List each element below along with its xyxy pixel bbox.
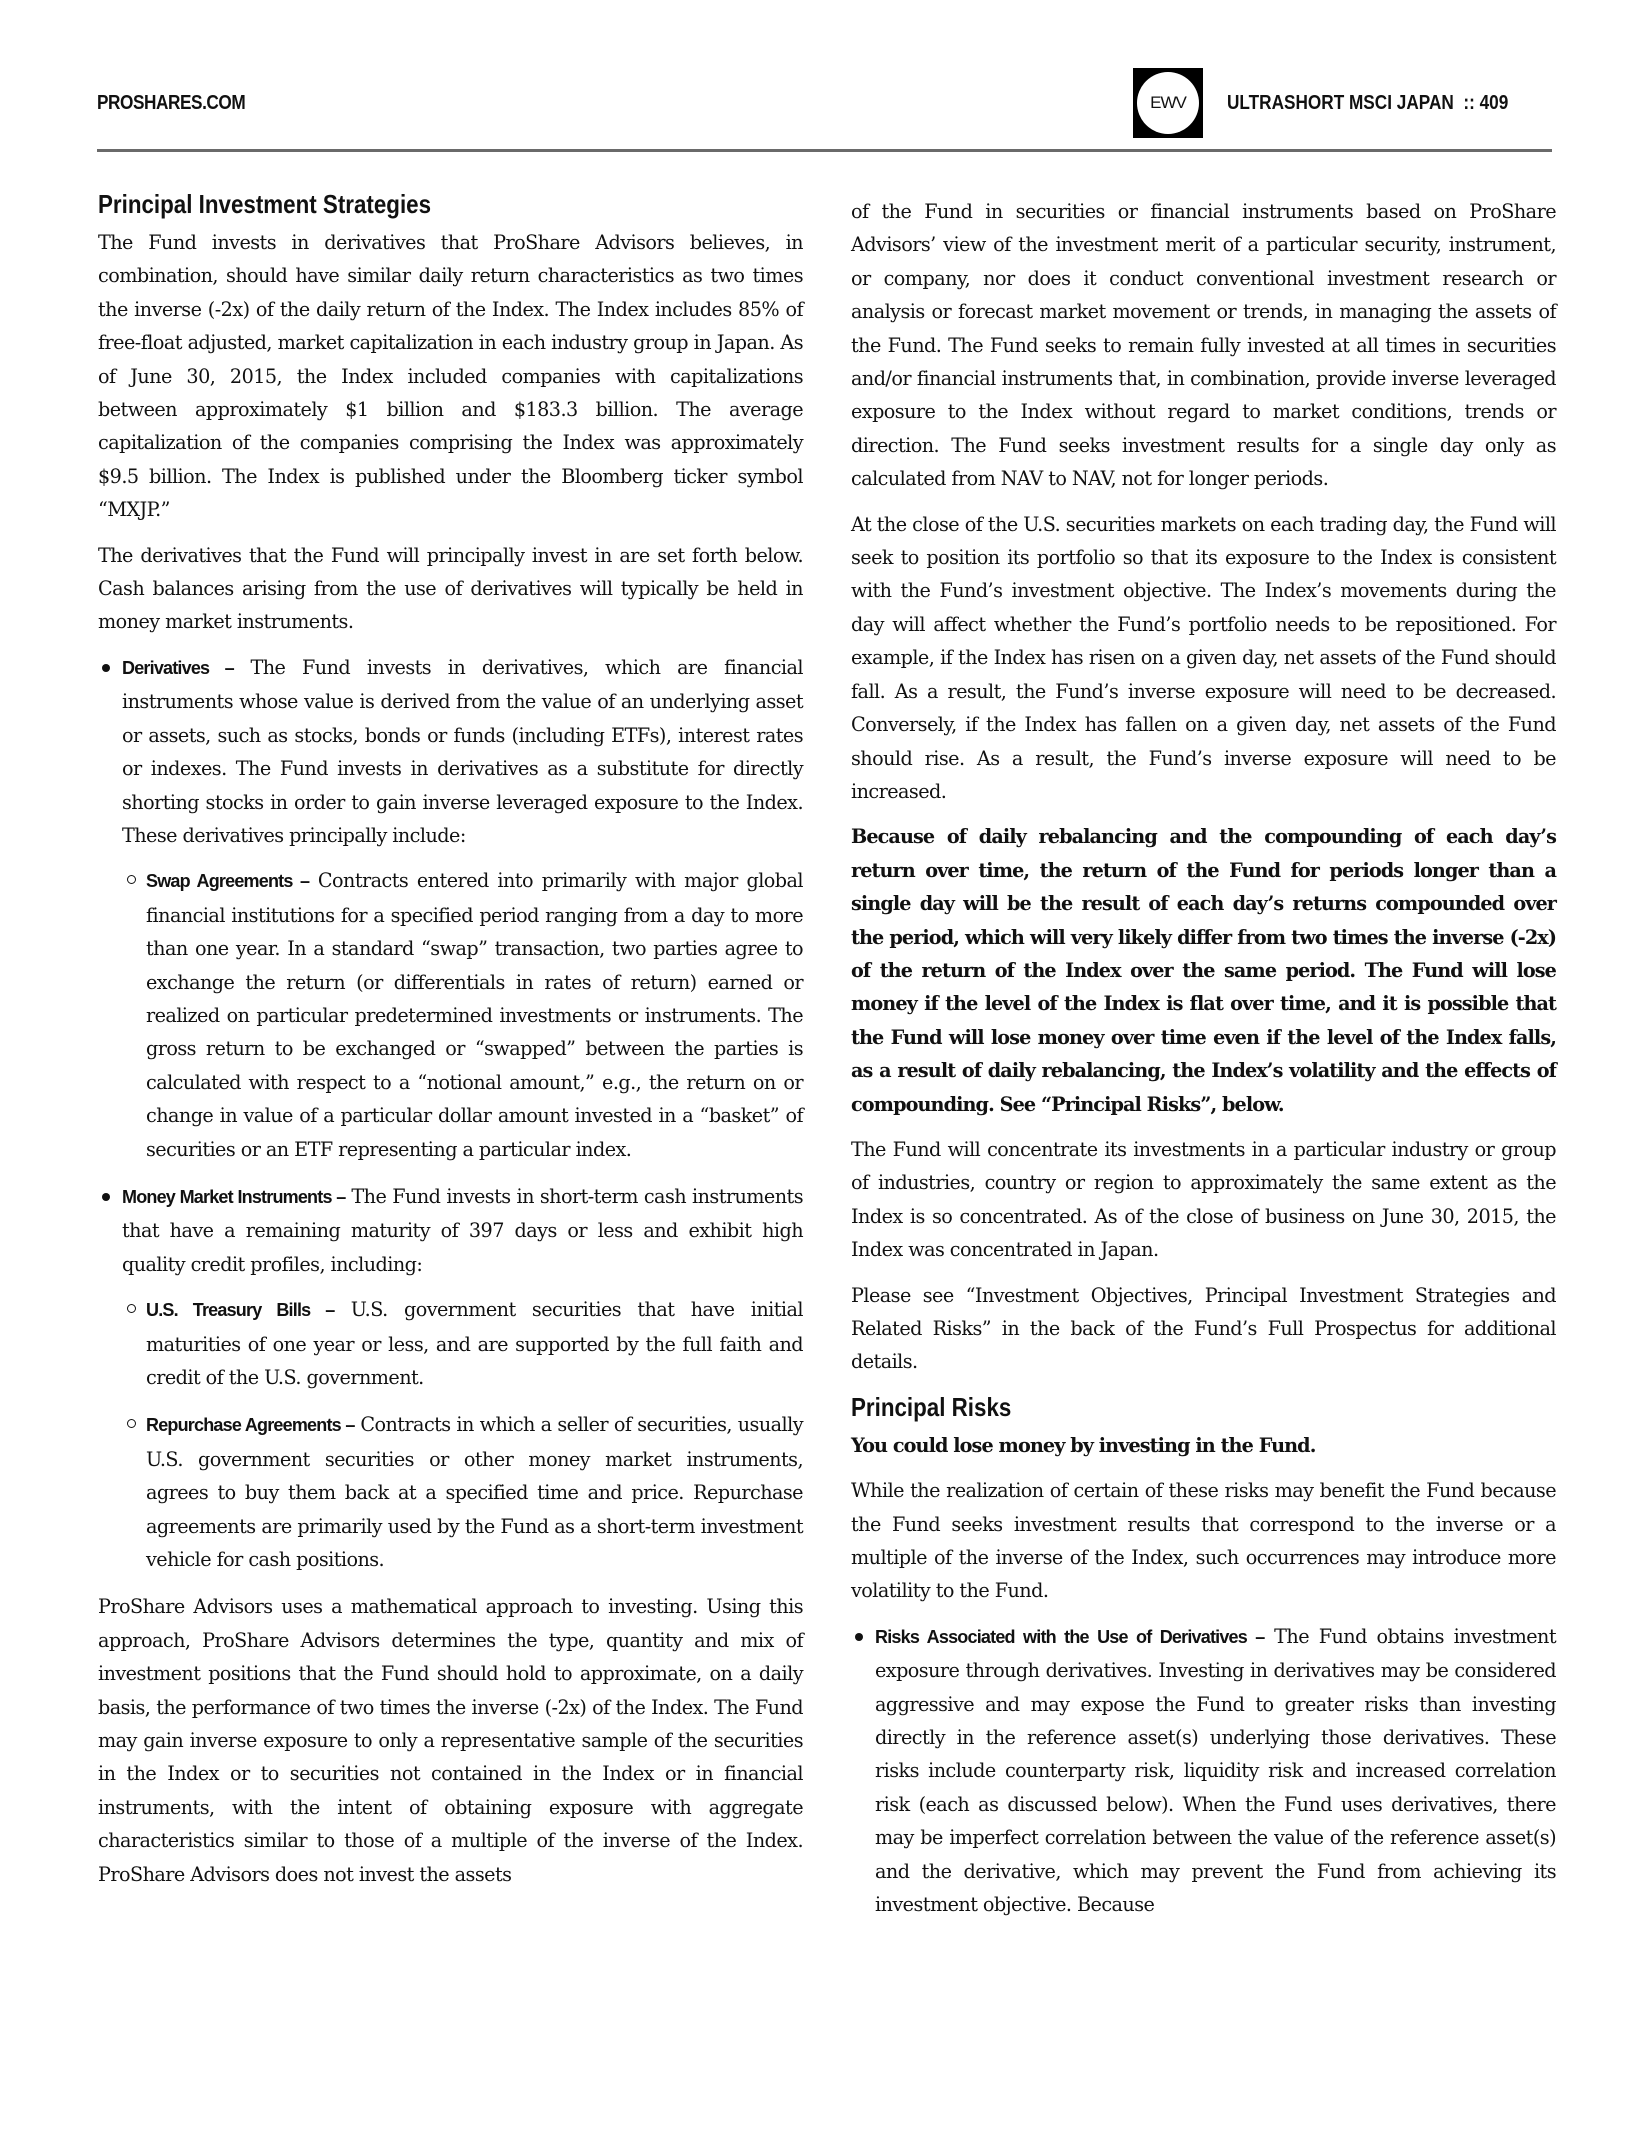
compounding-warning: Because of daily rebalancing and the compounding of each day’s return over time, the return of the Fund for periods longer than a single day will be the result of each day’s returns compounded over the period, which will very likely differ from two times the inverse (-2x) of the return of the Index over the same period. The Fund will lose money if the level of the Index is flat over time, and it is possible that the Fund will lose money over time even if the level of the Index falls, as a result of daily rebalancing, the Index’s volatility and the effects of compounding. See “Principal Risks”, below. bbox=[851, 825, 1556, 1116]
sub-bullet-label: Swap Agreements – bbox=[146, 871, 310, 892]
header-separator: :: bbox=[1463, 92, 1475, 114]
list-item-swap-agreements bbox=[122, 864, 803, 1166]
bullet-label: Derivatives – bbox=[122, 657, 234, 678]
instrument-list bbox=[98, 651, 803, 1577]
strategies-paragraph-3: ProShare Advisors uses a mathematical approach to investing. Using this approach, ProShare Advisors determines the type, quantity and mix of investment positions that the Fund should hold to approximate, on a daily basis, the performance of two times the inverse (-2x) of the Index. The Fund may gain inverse exposure to only a representative sample of the securities in the Index or to securities not contained in the Index or in financial instruments, with the intent of obtaining exposure with aggregate characteristics similar to those of a multiple of the inverse of the Index. ProShare Advisors does not invest the assets bbox=[98, 1595, 803, 1886]
bullet-text: The Fund invests in derivatives, which are financial instruments whose value is derived from the value of an underlying asset or assets, such as stocks, bonds or funds (including ETFs), interest rates or indexes. The Fund invests in derivatives as a substitute for directly shorting stocks in order to gain inverse leveraged exposure to the Index. These derivatives principally include: bbox=[122, 655, 803, 847]
site-name: PROSHARES.COM bbox=[97, 92, 246, 114]
fund-ticker-logo bbox=[1133, 68, 1203, 138]
section-heading-risks: Principal Risks bbox=[851, 1391, 1012, 1422]
header-divider bbox=[97, 149, 1552, 152]
bullet-text: The Fund obtains investment exposure through derivatives. Investing in derivatives may be considered aggressive and may expose the Fund to greater risks than investing directly in the reference asset(s) underlying those derivatives. These risks include counterparty risk, liquidity risk and increased correlation risk (each as discussed below). When the Fund uses derivatives, there may be imperfect correlation between the value of the reference asset(s) and the derivative, which may prevent the Fund from achieving its investment objective. Because bbox=[875, 1624, 1556, 1917]
strategies-paragraph-4: of the Fund in securities or financial instruments based on ProShare Advisors’ view of the investment merit of a particular security, instrument, or company, nor does it conduct conventional investment research or analysis or forecast market movement or trends, in managing the assets of the Fund. The Fund seeks to remain fully invested at all times in securities and/or financial instruments that, in combination, provide inverse leveraged exposure to the Index without regard to market conditions, trends or direction. The Fund seeks investment results for a single day only as calculated from NAV to NAV, not for longer periods. bbox=[851, 200, 1556, 491]
section-heading-strategies: Principal Investment Strategies bbox=[98, 189, 432, 219]
bullet-label: Money Market Instruments – bbox=[122, 1186, 346, 1207]
sub-bullet-text: Contracts in which a seller of securities, usually U.S. government securities or other money market instruments, agrees to buy them back at a specified time and price. Repurchase agreements are primarily used by the Fund as a short-term investment vehicle for cash positions. bbox=[146, 1413, 803, 1572]
fund-title: ULTRASHORT MSCI JAPAN bbox=[1227, 92, 1454, 114]
page-header-title bbox=[1227, 92, 1508, 115]
rebalancing-paragraph: At the close of the U.S. securities markets on each trading day, the Fund will seek to position its portfolio so that its exposure to the Index is consistent with the Fund’s investment objective. The Index’s movements during the day will affect whether the Fund’s portfolio needs to be repositioned. For example, if the Index has risen on a given day, net assets of the Fund should fall. As a result, the Fund’s inverse exposure will need to be decreased. Conversely, if the Index has fallen on a given day, net assets of the Fund should rise. As a result, the Fund’s inverse exposure will need to be increased. bbox=[851, 512, 1556, 803]
ticker-badge: EWV bbox=[1137, 72, 1199, 134]
sub-bullet-label: U.S. Treasury Bills – bbox=[146, 1300, 335, 1321]
list-item-repurchase-agreements bbox=[122, 1408, 803, 1576]
list-item-money-market bbox=[98, 1180, 803, 1576]
prospectus-reference: Please see “Investment Objectives, Principal Investment Strategies and Related Risks” in the back of the Fund’s Full Prospectus for additional details. bbox=[851, 1283, 1556, 1374]
money-market-sublist bbox=[122, 1293, 803, 1576]
risk-list bbox=[851, 1620, 1556, 1922]
bullet-label: Risks Associated with the Use of Derivatives – bbox=[875, 1626, 1265, 1647]
sub-bullet-text: Contracts entered into primarily with major global financial institutions for a specified period ranging from a day to more than one year. In a standard “swap” transaction, two parties agree to exchange the return (or differentials in rates of return) earned or realized on particular predetermined investments or instruments. The gross return to be exchanged or “swapped” between the parties is calculated with respect to a “notional amount,” e.g., the return on or change in value of a particular dollar amount invested in a “basket” of securities or an ETF representing a particular index. bbox=[146, 869, 804, 1161]
right-column bbox=[851, 195, 1556, 1934]
sub-bullet-label: Repurchase Agreements – bbox=[146, 1415, 355, 1436]
strategies-paragraph-1: The Fund invests in derivatives that ProShare Advisors believes, in combination, should have similar daily return characteristics as two times the inverse (-2x) of the daily return of the Index. The Index includes 85% of free-float adjusted, market capitalization in each industry group in Japan. As of June 30, 2015, the Index included companies with capitalizations between approximately $1 billion and $183.3 billion. The average capitalization of the companies comprising the Index was approximately $9.5 billion. The Index is published under the Bloomberg ticker symbol “MXJP.” bbox=[98, 231, 803, 522]
list-item-derivatives bbox=[98, 651, 803, 1166]
list-item-treasury-bills bbox=[122, 1293, 803, 1394]
list-item-derivatives-risk bbox=[851, 1620, 1556, 1922]
risks-intro-paragraph: While the realization of certain of these risks may benefit the Fund because the Fund seeks investment results that correspond to the inverse or a multiple of the inverse of the Index, such occurrences may introduce more volatility to the Fund. bbox=[851, 1479, 1556, 1603]
sub-bullet-text: U.S. government securities that have initial maturities of one year or less, and are supported by the full faith and credit of the U.S. government. bbox=[146, 1298, 803, 1389]
bullet-text: The Fund invests in short-term cash instruments that have a remaining maturity of 397 days or less and exhibit high quality credit profiles, including: bbox=[122, 1184, 803, 1276]
concentration-paragraph: The Fund will concentrate its investments in a particular industry or group of industries, country or region to approximately the same extent as the Index is so concentrated. As of the close of business on June 30, 2015, the Index was concentrated in Japan. bbox=[851, 1137, 1556, 1262]
left-column bbox=[98, 188, 803, 1903]
strategies-paragraph-2: The derivatives that the Fund will principally invest in are set forth below. Cash balances arising from the use of derivatives will typically be held in money market instruments. bbox=[98, 543, 803, 634]
page-number: 409 bbox=[1479, 92, 1509, 114]
derivatives-sublist bbox=[122, 864, 803, 1166]
risk-lead-statement: You could lose money by investing in the Fund. bbox=[851, 1433, 1316, 1457]
